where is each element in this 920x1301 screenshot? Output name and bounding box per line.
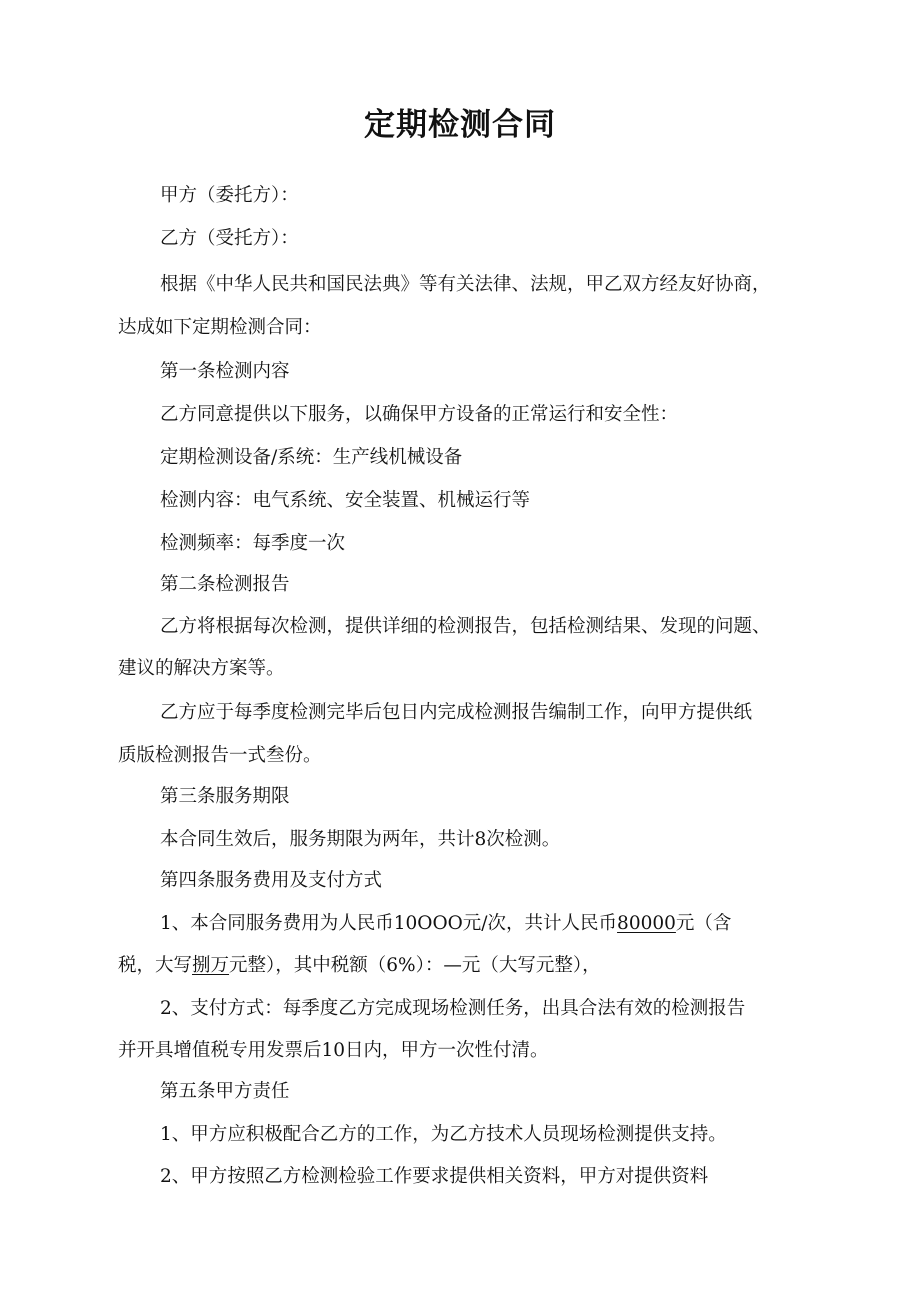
intro-paragraph-line-1: 根据《中华人民共和国民法典》等有关法律、法规，甲乙双方经友好协商，	[160, 274, 771, 295]
article-4-item-1-line-1	[160, 909, 731, 939]
article-2-paragraph-2-line-2: 质版检测报告一式叁份。	[118, 745, 322, 766]
article-2-heading: 第二条检测报告	[160, 574, 290, 595]
article-4-item-2-line-1: 2、支付方式：每季度乙方完成现场检测任务，出具合法有效的检测报告	[160, 998, 746, 1019]
article-1-frequency: 检测频率：每季度一次	[160, 533, 346, 554]
article-2-paragraph-1-line-1: 乙方将根据每次检测，提供详细的检测报告，包括检测结果、发现的问题、	[160, 616, 771, 637]
total-amount: 80000	[617, 913, 676, 934]
article-5-item-1: 1、甲方应积极配合乙方的工作，为乙方技术人员现场检测提供支持。	[160, 1124, 727, 1145]
document-title: 定期检测合同	[364, 107, 556, 143]
article-5-item-2: 2、甲方按照乙方检测检验工作要求提供相关资料，甲方对提供资料	[160, 1166, 709, 1187]
article-4-heading: 第四条服务费用及支付方式	[160, 870, 383, 891]
amount-in-words: 捌万	[192, 955, 230, 976]
party-b-line: 乙方（受托方）：	[160, 228, 299, 249]
article-1-paragraph: 乙方同意提供以下服务，以确保甲方设备的正常运行和安全性：	[160, 404, 679, 425]
fee-text-tail: 元（含	[675, 913, 732, 934]
article-1-heading: 第一条检测内容	[160, 361, 290, 382]
tax-text: 税，大写	[118, 955, 193, 976]
article-3-paragraph: 本合同生效后，服务期限为两年，共计8次检测。	[160, 829, 561, 850]
intro-paragraph-line-2: 达成如下定期检测合同：	[118, 317, 322, 338]
article-1-equipment: 定期检测设备/系统：生产线机械设备	[160, 447, 463, 468]
fee-text: 1、本合同服务费用为人民币10OOO元/次，共计人民币	[160, 913, 618, 934]
article-5-heading: 第五条甲方责任	[160, 1081, 290, 1102]
article-2-paragraph-2-line-1: 乙方应于每季度检测完毕后包日内完成检测报告编制工作，向甲方提供纸	[160, 702, 753, 723]
article-1-content: 检测内容：电气系统、安全装置、机械运行等	[160, 490, 531, 511]
party-a-line: 甲方（委托方）：	[160, 185, 299, 206]
article-4-item-1-line-2	[118, 951, 601, 981]
article-3-heading: 第三条服务期限	[160, 786, 290, 807]
article-2-paragraph-1-line-2: 建议的解决方案等。	[118, 658, 285, 679]
tax-text-tail: 元整），其中税额（6%）：—元（大写元整），	[229, 955, 601, 976]
article-4-item-2-line-2: 并开具增值税专用发票后10日内，甲方一次性付清。	[118, 1040, 549, 1061]
